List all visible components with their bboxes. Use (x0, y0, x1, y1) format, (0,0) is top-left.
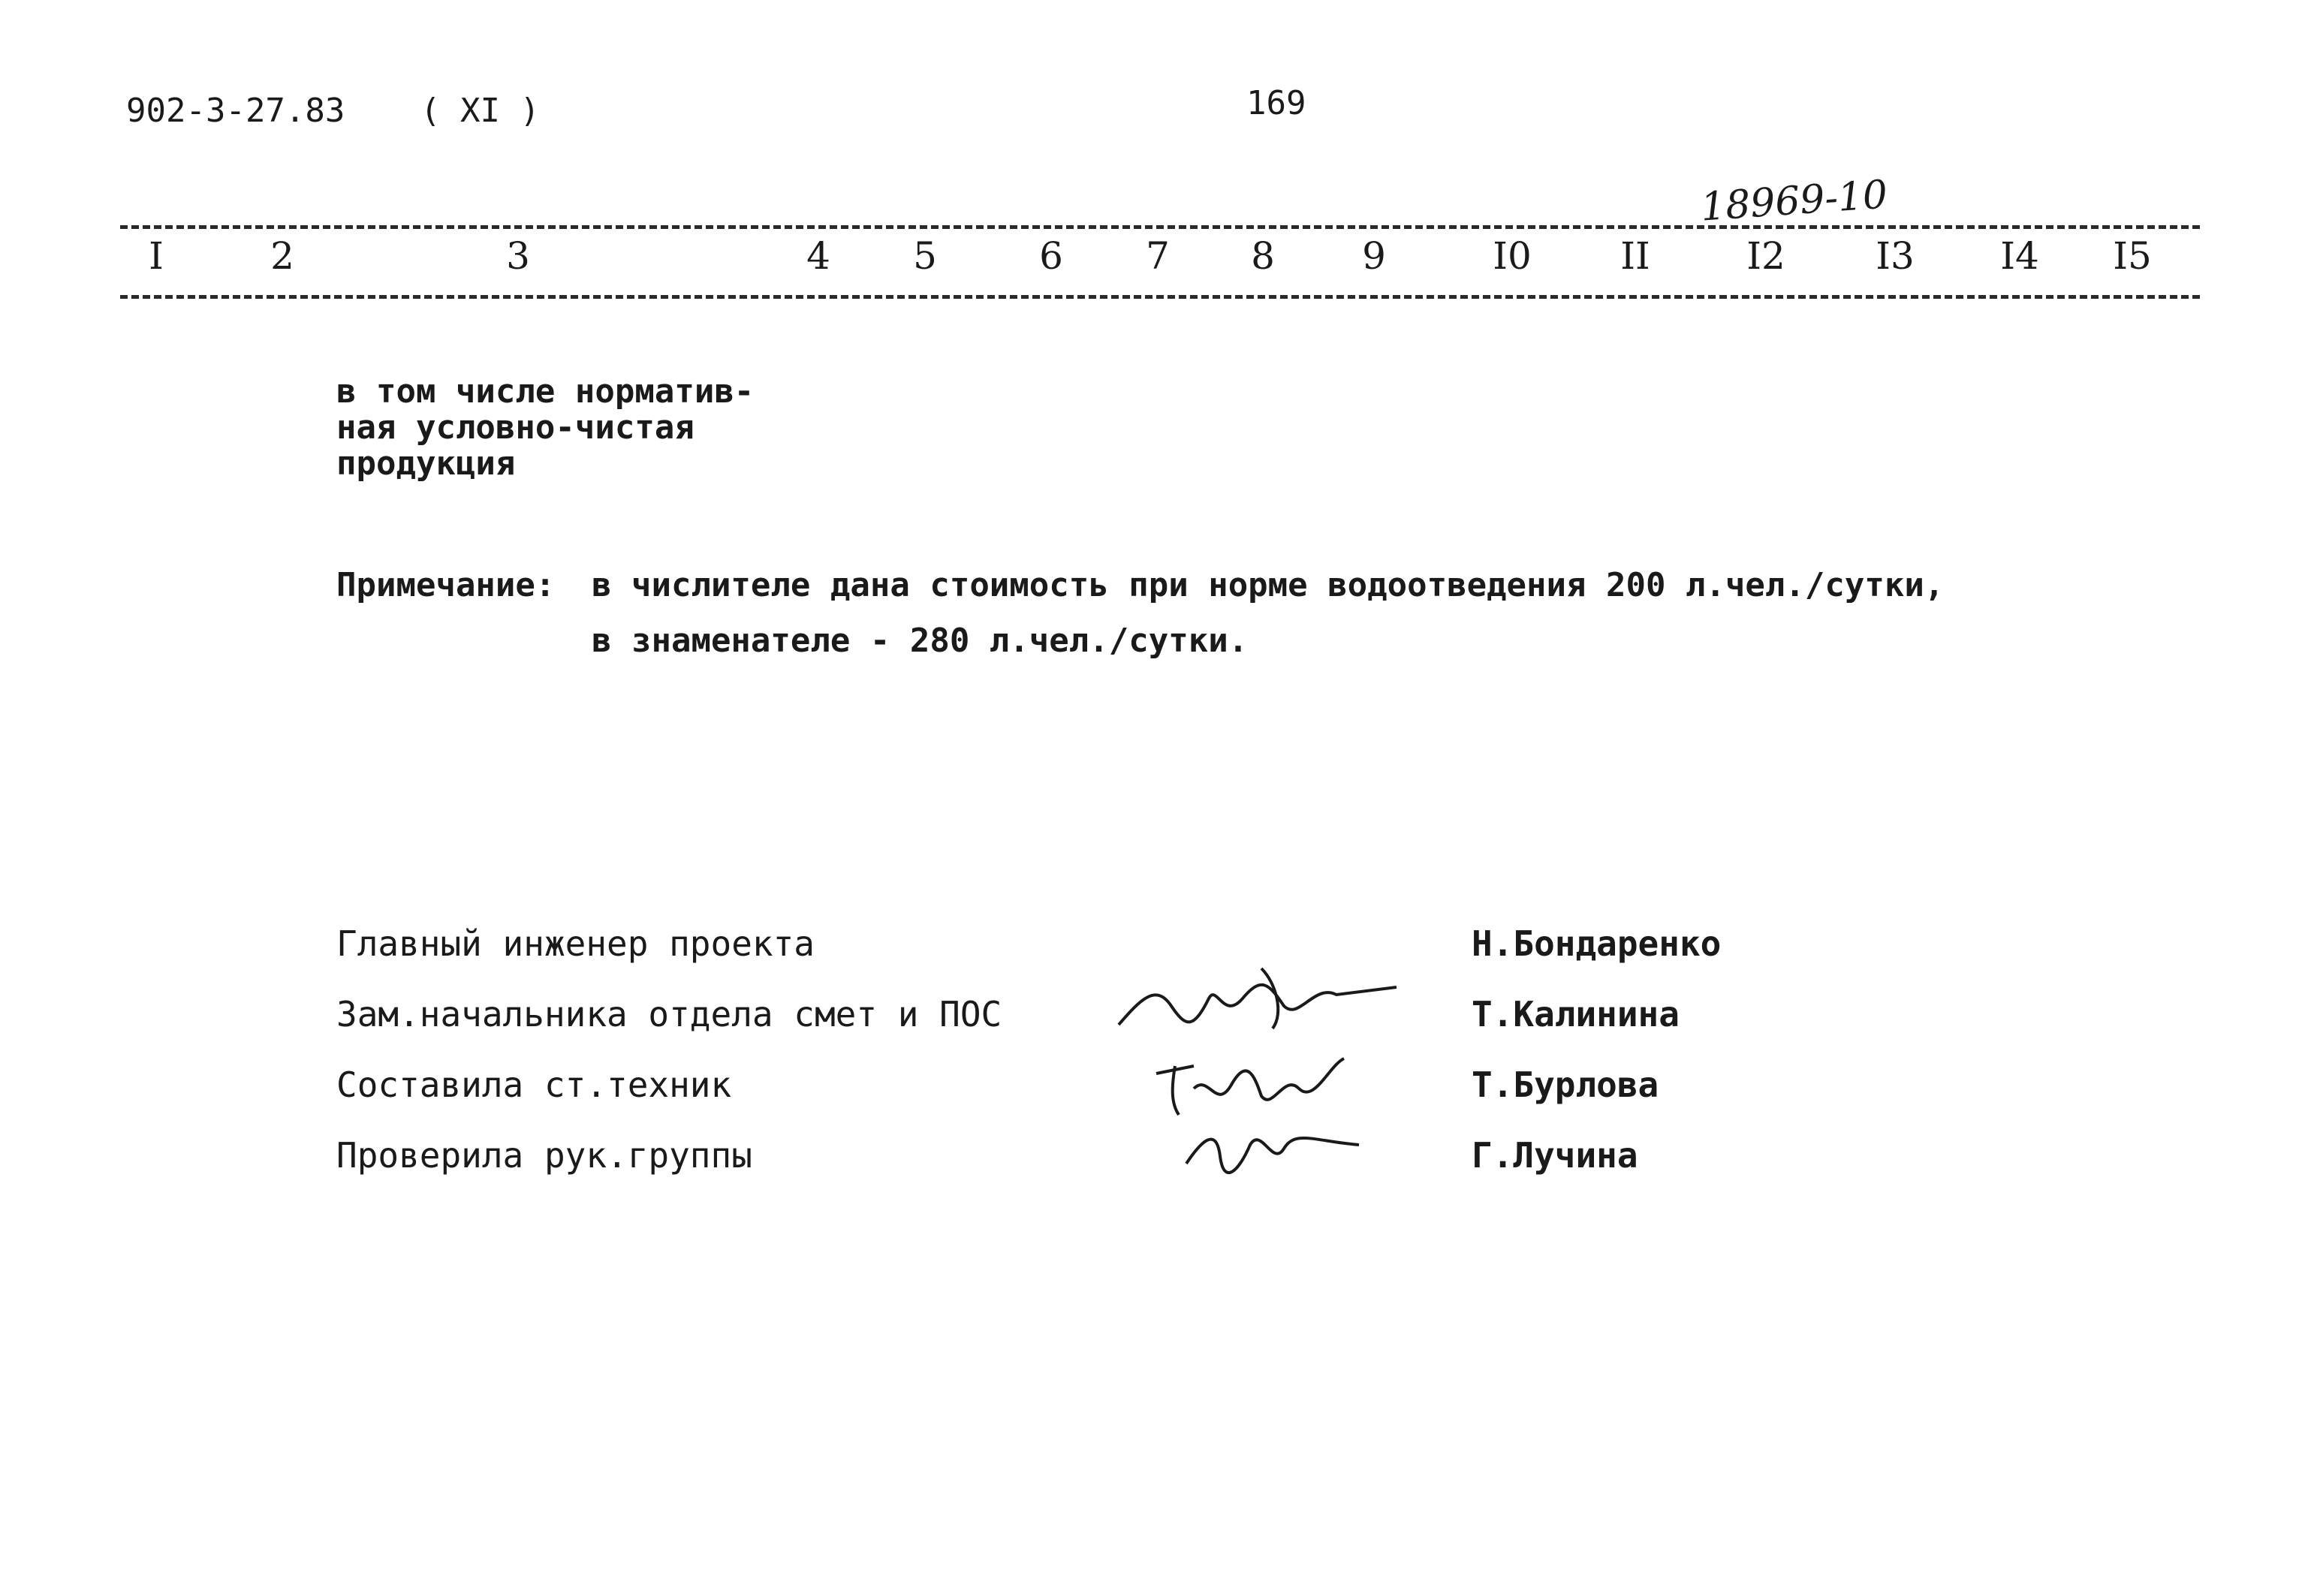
handwritten-number: 18969-10 (1699, 172, 1889, 230)
signatory-role: Зам.начальника отдела смет и ПОС (336, 994, 1002, 1034)
column-number: 6 (1039, 234, 1063, 278)
column-number: 3 (506, 234, 530, 278)
column-number: I0 (1493, 234, 1532, 278)
column-number: I (149, 234, 164, 278)
column-number: 7 (1146, 234, 1170, 278)
body-line: ная условно-чистая (336, 408, 695, 447)
column-number: 4 (806, 234, 830, 278)
table-header-rule-top (120, 225, 2200, 229)
signatory-role: Проверила рук.группы (336, 1135, 752, 1176)
column-number: 5 (913, 234, 937, 278)
signatory-role: Составила ст.техник (336, 1065, 732, 1105)
note-line: в знаменателе - 280 л.чел./сутки. (592, 622, 1249, 660)
signatory-name: Т.Бурлова (1472, 1065, 1659, 1105)
note-line: в числителе дана стоимость при норме водоотведения 200 л.чел./сутки, (592, 566, 1945, 604)
column-number: I3 (1876, 234, 1915, 278)
column-number: II (1620, 234, 1650, 278)
page-number: 169 (1246, 84, 1306, 122)
handwritten-signature (1111, 953, 1412, 1043)
column-number: 9 (1362, 234, 1386, 278)
handwritten-signature (1179, 1111, 1374, 1179)
column-number: 8 (1251, 234, 1275, 278)
column-number: I4 (2000, 234, 2039, 278)
body-line: в том числе норматив- (336, 372, 755, 411)
note-label: Примечание: (336, 566, 556, 604)
section-number: ( XI ) (420, 92, 540, 130)
signatory-name: Г.Лучина (1472, 1135, 1638, 1176)
signatory-name: Т.Калинина (1472, 994, 1680, 1034)
column-number: I2 (1746, 234, 1785, 278)
signatory-role: Главный инженер проекта (336, 923, 815, 964)
column-number: 2 (270, 234, 294, 278)
column-number: I5 (2113, 234, 2152, 278)
body-text-block (336, 374, 754, 482)
body-line: продукция (336, 444, 516, 483)
signatory-name: Н.Бондаренко (1472, 923, 1722, 964)
document-code: 902-3-27.83 (126, 92, 345, 130)
table-header-rule-bottom (120, 295, 2200, 299)
